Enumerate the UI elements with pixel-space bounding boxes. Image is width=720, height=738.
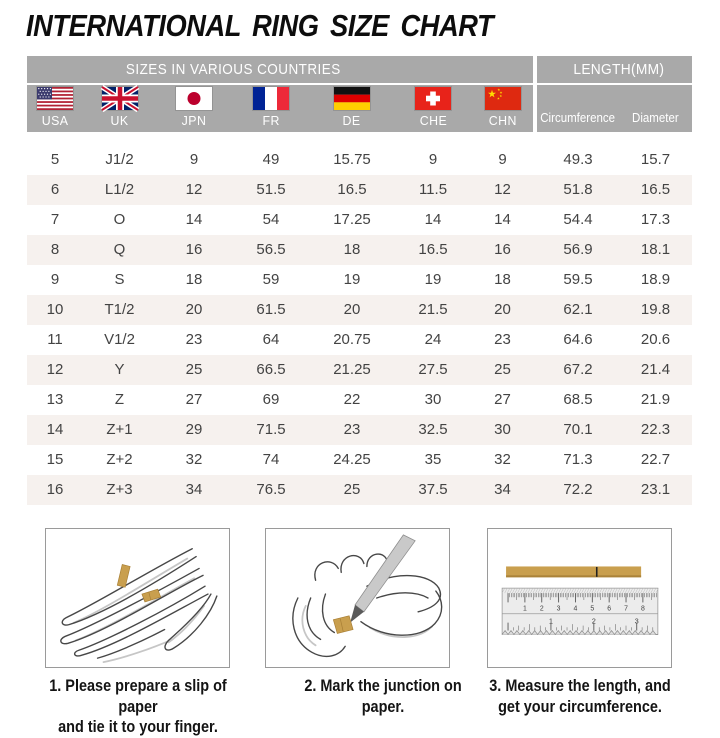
cell-fr: 54 — [262, 211, 280, 228]
cell-circumference: 62.1 — [537, 295, 619, 325]
country-label: JPN — [181, 113, 207, 128]
cell-uk: Z+1 — [83, 415, 156, 445]
uk-flag-icon — [102, 87, 138, 110]
cell-usa: 11 — [47, 331, 63, 348]
length-group-header-label: LENGTH(MM) — [573, 61, 664, 78]
cell-usa: 6 — [27, 175, 83, 205]
cell-jpn: 25 — [156, 355, 232, 385]
column-header-usa — [27, 85, 83, 132]
cell-jpn: 16 — [156, 235, 232, 265]
cell-che: 32.5 — [394, 415, 472, 445]
country-label: CHN — [488, 113, 517, 128]
cell-diameter: 20.6 — [640, 331, 671, 348]
cell-jpn: 18 — [185, 271, 203, 288]
cell-diameter: 22.3 — [619, 415, 692, 445]
sizes-group-header-label: SIZES IN VARIOUS COUNTRIES — [125, 61, 341, 78]
cell-chn: 9 — [498, 151, 507, 168]
instruction-step-3 — [487, 528, 672, 717]
cell-jpn: 12 — [156, 175, 232, 205]
caption-line: 2. Mark the junction on paper. — [304, 676, 462, 716]
instruction-caption — [40, 676, 236, 738]
instruction-caption — [482, 676, 678, 717]
cell-diameter: 21.4 — [619, 355, 692, 385]
sizes-group-header — [27, 56, 533, 85]
cell-jpn: 32 — [185, 451, 203, 468]
cell-uk: Z+2 — [106, 451, 133, 468]
cell-de: 17.25 — [333, 211, 371, 228]
cell-de: 24.25 — [333, 451, 371, 468]
table-group-header — [27, 56, 692, 85]
illustration-box — [45, 528, 230, 668]
cell-circumference: 67.2 — [537, 355, 619, 385]
column-header-che — [394, 85, 472, 132]
cell-uk: O — [113, 211, 126, 228]
cell-uk: Z — [114, 391, 125, 408]
cell-jpn: 14 — [185, 211, 203, 228]
caption-line: 1. Please prepare a slip of paper — [49, 676, 227, 716]
ruler-cm-number: 3 — [556, 605, 561, 613]
instruction-caption — [285, 676, 481, 717]
table-row — [27, 475, 692, 505]
cell-che: 37.5 — [394, 475, 472, 505]
country-label: DE — [342, 113, 362, 128]
size-table — [27, 56, 692, 505]
cell-circumference: 54.4 — [563, 211, 593, 228]
caption-line: and tie it to your finger. — [58, 717, 218, 737]
length-subheaders — [537, 85, 692, 132]
column-header-fr — [232, 85, 310, 132]
illustration-box — [487, 528, 672, 668]
cell-jpn: 34 — [156, 475, 232, 505]
column-header-de — [310, 85, 394, 132]
cell-uk: V1/2 — [104, 331, 135, 348]
cell-fr: 74 — [262, 451, 280, 468]
table-row — [27, 235, 692, 265]
table-row — [27, 445, 692, 475]
paper-strip — [506, 566, 641, 577]
cell-chn: 14 — [494, 211, 511, 228]
country-label: USA — [41, 113, 69, 128]
cell-che: 11.5 — [394, 175, 472, 205]
cell-uk: Z+3 — [83, 475, 156, 505]
cell-circumference: 51.8 — [537, 175, 619, 205]
diameter-column-header: Diameter — [632, 111, 679, 125]
cell-de: 16.5 — [310, 175, 394, 205]
cell-chn: 30 — [472, 415, 533, 445]
cell-circumference: 70.1 — [537, 415, 619, 445]
cell-fr: 59 — [262, 271, 280, 288]
ruler-inch-number: 2 — [591, 616, 596, 626]
cell-de: 22 — [343, 391, 361, 408]
table-row — [27, 145, 692, 175]
cell-de: 25 — [310, 475, 394, 505]
cell-che: 35 — [424, 451, 442, 468]
cell-fr: 76.5 — [232, 475, 310, 505]
ruler-cm-number: 4 — [573, 605, 578, 613]
cell-chn: 18 — [494, 271, 511, 288]
cell-uk: J1/2 — [105, 151, 134, 168]
cell-circumference: 72.2 — [537, 475, 619, 505]
ruler-cm-number: 1 — [522, 605, 527, 613]
cell-usa: 10 — [27, 295, 83, 325]
country-label: CHE — [419, 113, 447, 128]
cell-jpn: 20 — [156, 295, 232, 325]
table-row — [27, 295, 692, 325]
ruler-measuring-icon — [488, 529, 671, 667]
cell-che: 21.5 — [394, 295, 472, 325]
cell-circumference: 59.5 — [563, 271, 593, 288]
france-flag-icon — [253, 87, 289, 110]
table-row — [27, 355, 692, 385]
switzerland-flag-icon — [415, 87, 451, 110]
cell-uk: S — [114, 271, 125, 288]
cell-usa: 5 — [50, 151, 60, 168]
cell-jpn: 27 — [185, 391, 203, 408]
china-flag-icon — [485, 87, 521, 110]
cell-uk: T1/2 — [83, 295, 156, 325]
ruler-inch-number: 3 — [634, 616, 639, 626]
cell-de: 18 — [310, 235, 394, 265]
cell-circumference: 49.3 — [563, 151, 593, 168]
table-row — [27, 175, 692, 205]
cell-usa: 7 — [50, 211, 60, 228]
cell-uk: Q — [83, 235, 156, 265]
column-header-uk — [83, 85, 156, 132]
cell-diameter: 16.5 — [619, 175, 692, 205]
cell-chn: 27 — [494, 391, 511, 408]
table-row — [27, 265, 692, 295]
hand-with-paper-strip-icon — [46, 529, 229, 667]
cell-fr: 56.5 — [232, 235, 310, 265]
cell-fr: 66.5 — [232, 355, 310, 385]
cell-jpn: 29 — [156, 415, 232, 445]
cell-diameter: 15.7 — [640, 151, 671, 168]
cell-de: 20.75 — [333, 331, 371, 348]
cell-jpn: 9 — [189, 151, 199, 168]
usa-flag-icon — [37, 87, 73, 110]
column-header-chn — [472, 85, 533, 132]
circumference-column-header: Circumference — [540, 111, 616, 125]
ruler-cm-number: 6 — [607, 605, 612, 613]
ruler-cm-number: 5 — [590, 605, 595, 613]
cell-fr: 69 — [262, 391, 280, 408]
ruler-inch-number: 1 — [548, 616, 553, 626]
cell-de: 20 — [310, 295, 394, 325]
table-row — [27, 205, 692, 235]
cell-che: 16.5 — [394, 235, 472, 265]
table-row — [27, 385, 692, 415]
country-header-row — [27, 85, 692, 132]
cell-diameter: 23.1 — [619, 475, 692, 505]
table-row — [27, 415, 692, 445]
cell-che: 14 — [424, 211, 442, 228]
cell-chn: 34 — [472, 475, 533, 505]
cell-usa: 9 — [50, 271, 60, 288]
cell-fr: 49 — [262, 151, 280, 168]
cell-usa: 8 — [27, 235, 83, 265]
cell-fr: 71.5 — [232, 415, 310, 445]
instruction-step-2 — [265, 528, 462, 717]
cell-usa: 13 — [46, 391, 64, 408]
cell-fr: 51.5 — [232, 175, 310, 205]
table-row — [27, 325, 692, 355]
illustration-box — [265, 528, 450, 668]
cell-uk: Y — [83, 355, 156, 385]
japan-flag-icon — [176, 87, 212, 110]
pen-marking-junction-icon — [266, 529, 449, 667]
country-label: FR — [262, 113, 280, 128]
cell-circumference: 71.3 — [563, 451, 593, 468]
cell-de: 23 — [310, 415, 394, 445]
cell-uk: L1/2 — [83, 175, 156, 205]
ruler-cm-number: 8 — [640, 605, 645, 613]
caption-line: get your circumference. — [498, 696, 662, 716]
cell-usa: 12 — [27, 355, 83, 385]
cell-usa: 16 — [27, 475, 83, 505]
cell-usa: 15 — [46, 451, 64, 468]
cell-chn: 32 — [494, 451, 511, 468]
country-label: UK — [110, 113, 129, 128]
cell-che: 27.5 — [394, 355, 472, 385]
cell-usa: 14 — [27, 415, 83, 445]
cell-diameter: 17.3 — [640, 211, 671, 228]
cell-fr: 64 — [262, 331, 280, 348]
cell-de: 15.75 — [333, 151, 371, 168]
cell-de: 21.25 — [310, 355, 394, 385]
table-body — [27, 145, 692, 505]
cell-chn: 16 — [472, 235, 533, 265]
cell-fr: 61.5 — [232, 295, 310, 325]
column-header-jpn — [156, 85, 232, 132]
cell-circumference: 68.5 — [563, 391, 593, 408]
caption-line: 3. Measure the length, and — [489, 676, 671, 695]
cell-chn: 23 — [494, 331, 511, 348]
cell-circumference: 64.6 — [563, 331, 593, 348]
cell-diameter: 22.7 — [640, 451, 671, 468]
cell-che: 30 — [424, 391, 442, 408]
cell-circumference: 56.9 — [537, 235, 619, 265]
cell-diameter: 19.8 — [619, 295, 692, 325]
ruler-cm-number: 7 — [624, 605, 628, 613]
length-group-header — [537, 56, 692, 85]
cell-diameter: 18.9 — [640, 271, 671, 288]
cell-diameter: 18.1 — [619, 235, 692, 265]
cell-chn: 12 — [472, 175, 533, 205]
cell-chn: 25 — [472, 355, 533, 385]
instruction-step-1 — [45, 528, 230, 738]
cell-che: 24 — [424, 331, 442, 348]
cell-diameter: 21.9 — [640, 391, 671, 408]
page-title: INTERNATIONAL RING SIZE CHART — [26, 8, 494, 43]
cell-jpn: 23 — [185, 331, 203, 348]
cell-che: 19 — [424, 271, 442, 288]
germany-flag-icon — [334, 87, 370, 110]
cell-che: 9 — [428, 151, 438, 168]
ruler-cm-number: 2 — [539, 605, 544, 613]
cell-chn: 20 — [472, 295, 533, 325]
cell-de: 19 — [343, 271, 361, 288]
